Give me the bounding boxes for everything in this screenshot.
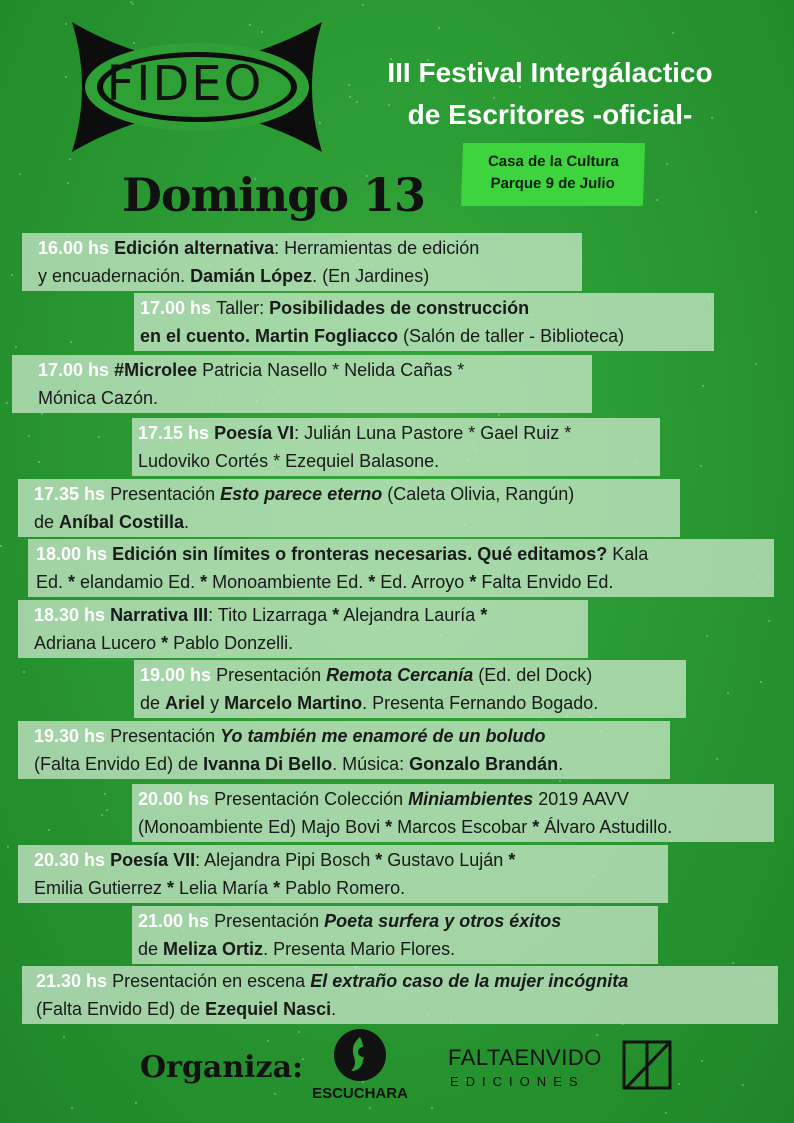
speck — [19, 173, 21, 175]
time-label: 21.30 hs — [36, 971, 113, 991]
bold-text: * — [385, 817, 393, 837]
logo-text: FIDEO — [106, 56, 264, 112]
organiza-label: Organiza: — [140, 1050, 304, 1085]
book-title: Esto parece eterno — [220, 484, 383, 504]
speck — [104, 793, 106, 795]
title-line-2: de Escritores -oficial- — [407, 99, 693, 130]
time-label: 16.00 hs — [38, 238, 115, 258]
item-line-2 — [34, 876, 405, 901]
speck — [596, 1034, 598, 1036]
speck — [63, 1036, 65, 1038]
text: Mónica Cazón. — [38, 388, 159, 408]
text: . — [558, 754, 564, 774]
time-label: 21.00 hs — [138, 911, 215, 931]
text: Taller: — [216, 298, 270, 318]
text: (Monoambiente Ed) Majo Bovi — [138, 817, 386, 837]
text: elandamio Ed. — [75, 572, 201, 592]
speck — [672, 32, 674, 34]
speck — [559, 780, 561, 782]
text: Presentación Colección — [214, 789, 409, 809]
bold-text: * — [375, 850, 383, 870]
venue-line-1: Casa de la Cultura — [487, 153, 620, 170]
speck — [700, 465, 702, 467]
bold-text: * — [332, 605, 340, 625]
bold-text: Ariel — [165, 693, 206, 713]
text: : Tito Lizarraga — [208, 605, 333, 625]
speck — [701, 1060, 703, 1062]
speck — [666, 163, 668, 165]
speck — [106, 809, 108, 811]
bold-text: * — [368, 572, 376, 592]
text: Pablo Romero. — [280, 878, 406, 898]
item-line-2 — [38, 264, 429, 289]
bold-text: Ivanna Di Bello — [203, 754, 333, 774]
text: (Caleta Olivia, Rangún) — [382, 484, 575, 504]
item-line-1 — [38, 358, 464, 383]
item-line-2 — [34, 510, 189, 535]
text: . Música: — [332, 754, 410, 774]
time-label: 20.00 hs — [138, 789, 215, 809]
ediciones-text: EDICIONES — [450, 1074, 585, 1089]
text: Ed. — [36, 572, 69, 592]
book-title: Remota Cercanía — [326, 665, 474, 685]
text: Marcos Escobar — [392, 817, 533, 837]
bold-text: Damián López — [190, 266, 313, 286]
text: Lelia María — [174, 878, 274, 898]
text: Patricia Nasello * Nelida Cañas * — [197, 360, 465, 380]
item-line-1 — [34, 482, 574, 507]
text: (Salón de taller - Biblioteca) — [398, 326, 625, 346]
item-line-1 — [138, 787, 629, 812]
speck — [755, 211, 757, 213]
book-title: Poeta surfera y otros éxitos — [324, 911, 562, 931]
title-line-1: III Festival Intergálactico — [387, 57, 713, 88]
text: 2019 AAVV — [533, 789, 629, 809]
text: Ed. Arroyo — [375, 572, 470, 592]
bold-text: Posibilidades de construcción — [269, 298, 530, 318]
speck — [498, 414, 500, 416]
item-line-2 — [34, 752, 563, 777]
time-label: 20.30 hs — [34, 850, 111, 870]
bold-text: * — [273, 878, 281, 898]
speck — [101, 814, 103, 816]
speck — [298, 1031, 300, 1033]
bold-text: Edición sin límites o fronteras necesarias. Qué editamos? — [112, 544, 608, 564]
text: : Julián Luna Pastore * Gael Ruiz * — [294, 423, 572, 443]
speck — [6, 402, 8, 404]
text: de — [34, 512, 60, 532]
speck — [135, 1102, 137, 1104]
speck — [71, 1107, 73, 1109]
speck — [7, 846, 9, 848]
item-line-1 — [34, 603, 487, 628]
bold-text: Ezequiel Nasci — [205, 999, 332, 1019]
festival-title — [340, 52, 760, 136]
text: (Ed. del Dock) — [473, 665, 593, 685]
speck — [706, 635, 708, 637]
speck — [70, 341, 72, 343]
text: . — [184, 512, 190, 532]
text: : Alejandra Pipi Bosch — [195, 850, 376, 870]
speck — [38, 461, 40, 463]
speck — [23, 671, 25, 673]
text: Adriana Lucero — [34, 633, 162, 653]
speck — [132, 3, 134, 5]
text: Emilia Gutierrez — [34, 878, 168, 898]
text: Kala — [607, 544, 649, 564]
text: de — [140, 693, 166, 713]
text: . (En Jardines) — [312, 266, 430, 286]
speck — [665, 1112, 667, 1114]
bold-text: * — [532, 817, 540, 837]
text: y — [205, 693, 225, 713]
text: Alejandra Lauría — [339, 605, 481, 625]
time-label: 18.30 hs — [34, 605, 111, 625]
item-line-1 — [36, 542, 648, 567]
item-line-2 — [138, 449, 439, 474]
item-line-2 — [138, 937, 455, 962]
item-line-2 — [140, 324, 624, 349]
speck — [716, 758, 718, 760]
bold-text: Meliza Ortiz — [163, 939, 264, 959]
text: Presentación — [216, 665, 327, 685]
item-line-2 — [36, 570, 613, 595]
speck — [15, 346, 17, 348]
text: Monoambiente Ed. — [207, 572, 369, 592]
bold-text: Gonzalo Brandán — [409, 754, 559, 774]
bold-text: * — [200, 572, 208, 592]
text: . Presenta Mario Flores. — [263, 939, 456, 959]
speck — [28, 435, 30, 437]
book-title: Miniambientes — [408, 789, 534, 809]
bold-text: Narrativa III — [110, 605, 209, 625]
speck — [732, 962, 734, 964]
book-title: Yo también me enamoré de un boludo — [220, 726, 546, 746]
falta-envido-text: FALTAENVIDO — [448, 1045, 602, 1070]
text: . — [331, 999, 337, 1019]
bold-text: Edición alternativa — [114, 238, 275, 258]
text: (Falta Envido Ed) de — [34, 754, 204, 774]
speck — [48, 829, 50, 831]
time-label: 19.00 hs — [140, 665, 217, 685]
speck — [11, 274, 13, 276]
bold-text: en el cuento. Martin Fogliacco — [140, 326, 399, 346]
item-line-2 — [36, 997, 336, 1022]
item-line-2 — [140, 691, 598, 716]
bold-text: * — [167, 878, 175, 898]
item-line-1 — [34, 724, 546, 749]
time-label: 17.15 hs — [138, 423, 215, 443]
item-line-1 — [138, 909, 561, 934]
bold-text: * — [68, 572, 76, 592]
text: Falta Envido Ed. — [476, 572, 614, 592]
time-label: 18.00 hs — [36, 544, 113, 564]
text: Presentación — [110, 484, 221, 504]
bold-text: * — [508, 850, 516, 870]
text: Presentación en escena — [112, 971, 311, 991]
venue-badge — [461, 143, 645, 206]
speck — [702, 385, 704, 387]
bold-text: #Microlee — [114, 360, 198, 380]
time-label: 17.00 hs — [38, 360, 115, 380]
text: Álvaro Astudillo. — [539, 817, 673, 837]
text: de — [138, 939, 164, 959]
time-label: 17.35 hs — [34, 484, 111, 504]
speck — [656, 199, 658, 201]
time-label: 19.30 hs — [34, 726, 111, 746]
speck — [760, 681, 762, 683]
item-line-1 — [140, 663, 592, 688]
speck — [0, 545, 2, 547]
text: Gustavo Luján — [382, 850, 509, 870]
speck — [678, 1083, 680, 1085]
venue-line-2: Parque 9 de Julio — [490, 175, 616, 192]
item-line-1 — [34, 848, 515, 873]
day-heading: Domingo 13 — [122, 168, 426, 222]
time-label: 17.00 hs — [140, 298, 217, 318]
bold-text: * — [480, 605, 488, 625]
speck — [742, 1084, 744, 1086]
item-line-2 — [138, 815, 672, 840]
text: . Presenta Fernando Bogado. — [362, 693, 599, 713]
bold-text: Poesía VII — [110, 850, 196, 870]
text: Presentación — [110, 726, 221, 746]
bold-text: * — [161, 633, 169, 653]
speck — [362, 4, 364, 6]
text: y encuadernación. — [38, 266, 191, 286]
text: : Herramientas de edición — [274, 238, 480, 258]
text: Pablo Donzelli. — [168, 633, 294, 653]
item-line-1 — [140, 296, 529, 321]
speck — [431, 1107, 433, 1109]
bold-text: * — [469, 572, 477, 592]
speck — [755, 363, 757, 365]
speck — [768, 620, 770, 622]
speck — [267, 1040, 269, 1042]
item-line-2 — [38, 386, 158, 411]
speck — [438, 27, 440, 29]
item-line-1 — [38, 236, 479, 261]
book-title: El extraño caso de la mujer incógnita — [310, 971, 629, 991]
bold-text: Poesía VI — [214, 423, 295, 443]
item-line-2 — [34, 631, 293, 656]
speck — [67, 182, 69, 184]
speck — [274, 1093, 276, 1095]
text: Ludoviko Cortés * Ezequiel Balasone. — [138, 451, 440, 471]
speck — [98, 436, 100, 438]
speck — [727, 692, 729, 694]
bold-text: Marcelo Martino — [224, 693, 363, 713]
escuchara-text: ESCUCHARA — [312, 1085, 408, 1102]
text: (Falta Envido Ed) de — [36, 999, 206, 1019]
item-line-1 — [138, 421, 571, 446]
text: Presentación — [214, 911, 325, 931]
item-line-1 — [36, 969, 628, 994]
bold-text: Aníbal Costilla — [59, 512, 185, 532]
